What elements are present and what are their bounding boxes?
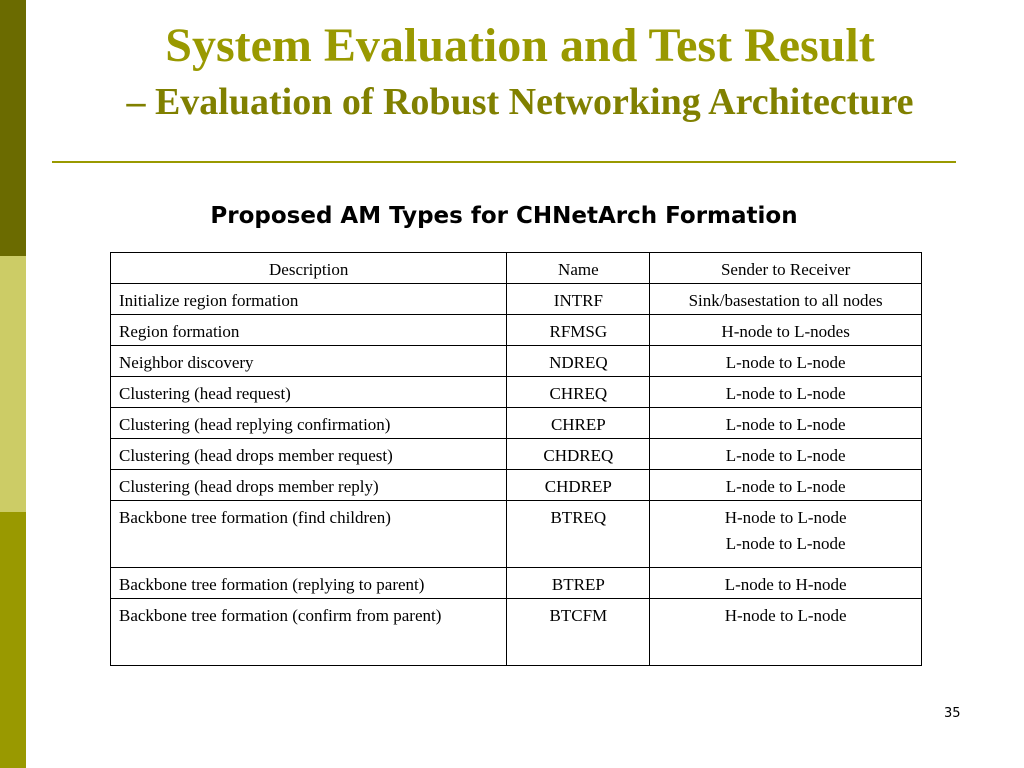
cell-sender-receiver — [650, 470, 922, 501]
sender-line: L-node to L-node — [725, 353, 846, 372]
cell-sender-receiver — [650, 315, 922, 346]
page-number: 35 — [944, 706, 961, 721]
cell-sender-receiver — [650, 599, 922, 666]
table-row — [111, 599, 922, 666]
sender-line: L-node to L-node — [725, 477, 846, 496]
cell-description: Neighbor discovery — [111, 346, 507, 377]
cell-description: Backbone tree formation (find children) — [111, 501, 507, 568]
cell-name: NDREQ — [507, 346, 650, 377]
cell-name: CHREQ — [507, 377, 650, 408]
sender-line: L-node to H-node — [724, 575, 847, 594]
table-row — [111, 470, 922, 501]
table-row — [111, 439, 922, 470]
cell-description: Clustering (head replying confirmation) — [111, 408, 507, 439]
side-bar-top — [0, 0, 26, 256]
table-row — [111, 315, 922, 346]
cell-description: Region formation — [111, 315, 507, 346]
table-row — [111, 568, 922, 599]
sender-line: H-node to L-node — [724, 606, 847, 625]
sender-line: H-node to L-node — [724, 508, 847, 527]
cell-sender-receiver — [650, 346, 922, 377]
header-description: Description — [111, 253, 507, 284]
cell-sender-receiver — [650, 568, 922, 599]
sender-line: L-node to L-node — [725, 534, 846, 553]
table-row — [111, 284, 922, 315]
cell-description: Clustering (head request) — [111, 377, 507, 408]
table-caption: Proposed AM Types for CHNetArch Formation — [210, 203, 798, 229]
sender-line: L-node to L-node — [725, 384, 846, 403]
cell-name: BTREQ — [507, 501, 650, 568]
cell-name: BTREP — [507, 568, 650, 599]
header-sender-receiver: Sender to Receiver — [650, 253, 922, 284]
cell-description: Initialize region formation — [111, 284, 507, 315]
cell-sender-receiver — [650, 377, 922, 408]
cell-sender-receiver — [650, 439, 922, 470]
cell-sender-receiver — [650, 501, 922, 568]
slide-title: System Evaluation and Test Result — [165, 19, 875, 72]
table-row — [111, 346, 922, 377]
table-header-row — [111, 253, 922, 284]
cell-name: CHREP — [507, 408, 650, 439]
header-name: Name — [507, 253, 650, 284]
cell-name: CHDREQ — [507, 439, 650, 470]
cell-description: Backbone tree formation (confirm from parent) — [111, 599, 507, 666]
table-row — [111, 377, 922, 408]
sender-line: L-node to L-node — [725, 415, 846, 434]
table-row — [111, 408, 922, 439]
table-row — [111, 501, 922, 568]
title-divider — [52, 161, 956, 163]
sender-line: Sink/basestation to all nodes — [688, 291, 883, 310]
cell-description: Backbone tree formation (replying to parent) — [111, 568, 507, 599]
am-types-table — [110, 252, 922, 666]
side-bar-middle — [0, 256, 26, 512]
cell-sender-receiver — [650, 284, 922, 315]
cell-name: CHDREP — [507, 470, 650, 501]
slide-subtitle: – Evaluation of Robust Networking Architecture — [126, 81, 914, 123]
side-bar-bottom — [0, 512, 26, 768]
cell-name: INTRF — [507, 284, 650, 315]
sender-line: L-node to L-node — [725, 446, 846, 465]
cell-name: RFMSG — [507, 315, 650, 346]
cell-description: Clustering (head drops member reply) — [111, 470, 507, 501]
cell-name: BTCFM — [507, 599, 650, 666]
cell-sender-receiver — [650, 408, 922, 439]
cell-description: Clustering (head drops member request) — [111, 439, 507, 470]
sender-line: H-node to L-nodes — [721, 322, 850, 341]
